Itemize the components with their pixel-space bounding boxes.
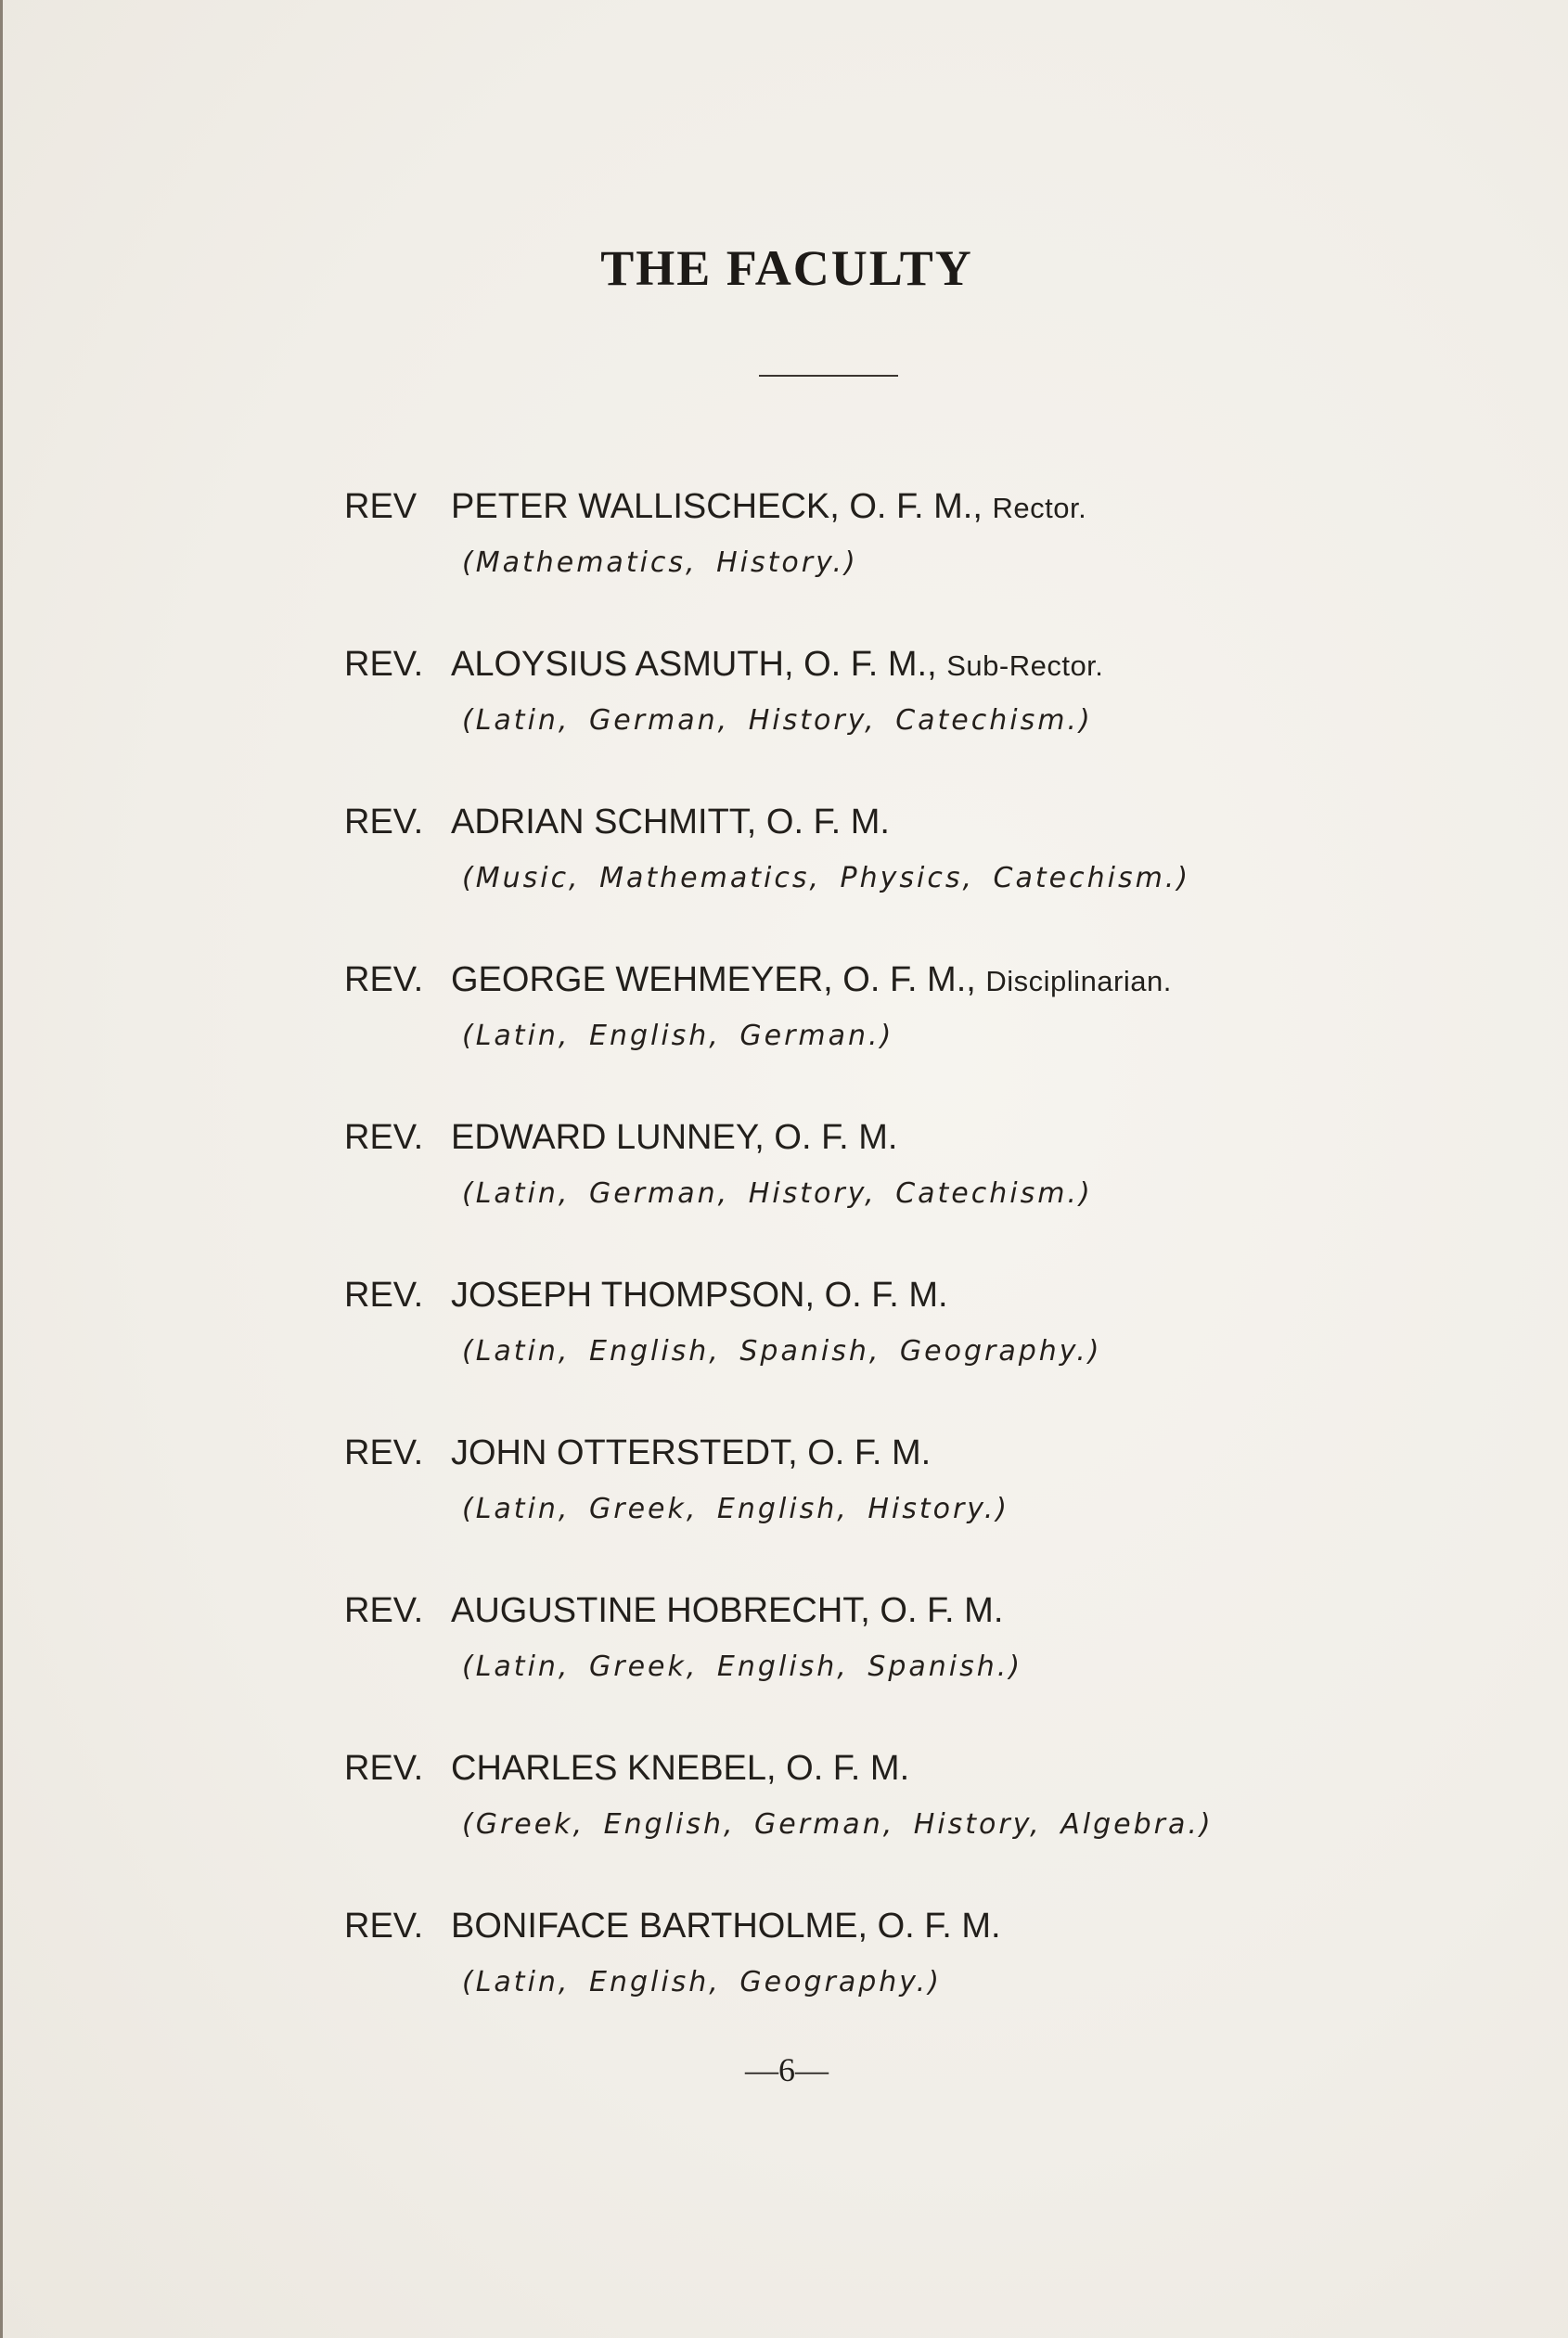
- faculty-subjects: (Latin, Greek, English, Spanish.): [462, 1651, 1023, 1683]
- faculty-name-line: [344, 793, 1458, 853]
- faculty-list: [344, 478, 1458, 2055]
- faculty-entry: [344, 636, 1458, 793]
- faculty-subjects: (Latin, Greek, English, History.): [462, 1493, 1009, 1525]
- faculty-title-prefix: REV.: [344, 1118, 424, 1157]
- faculty-name: CHARLES KNEBEL, O. F. M.: [451, 1749, 910, 1788]
- faculty-title-prefix: REV.: [344, 960, 424, 999]
- faculty-title-prefix: REV.: [344, 1907, 424, 1946]
- faculty-name: AUGUSTINE HOBRECHT, O. F. M.: [451, 1591, 1004, 1630]
- faculty-name-line: [344, 951, 1458, 1010]
- faculty-name: BONIFACE BARTHOLME, O. F. M.: [451, 1907, 1001, 1946]
- faculty-role: Rector.: [992, 492, 1087, 524]
- faculty-entry: [344, 1109, 1458, 1266]
- title-divider: [759, 375, 898, 377]
- faculty-name: JOSEPH THOMPSON, O. F. M.: [451, 1276, 948, 1315]
- faculty-name-line: [344, 1109, 1458, 1168]
- faculty-name-line: [344, 1266, 1458, 1326]
- faculty-title-prefix: REV.: [344, 1276, 424, 1315]
- faculty-title-prefix: REV.: [344, 803, 424, 841]
- page-title: THE FACULTY: [600, 240, 973, 296]
- faculty-name: ALOYSIUS ASMUTH, O. F. M.,: [451, 645, 937, 684]
- faculty-subjects: (Latin, English, Spanish, Geography.): [462, 1335, 1102, 1368]
- faculty-role: Sub-Rector.: [946, 649, 1104, 682]
- faculty-name: ADRIAN SCHMITT, O. F. M.: [451, 803, 890, 841]
- faculty-title-prefix: REV: [344, 487, 418, 526]
- faculty-entry: [344, 1266, 1458, 1424]
- faculty-name-line: [344, 1582, 1458, 1641]
- faculty-name: GEORGE WEHMEYER, O. F. M.,: [451, 960, 976, 999]
- faculty-subjects: (Latin, English, Geography.): [462, 1966, 942, 1998]
- faculty-title-prefix: REV.: [344, 1433, 424, 1472]
- faculty-name-line: [344, 636, 1458, 695]
- faculty-name: JOHN OTTERSTEDT, O. F. M.: [451, 1433, 932, 1472]
- faculty-title-prefix: REV.: [344, 645, 424, 684]
- faculty-subjects: (Mathematics, History.): [462, 546, 858, 579]
- faculty-name-line: [344, 1424, 1458, 1484]
- faculty-entry: [344, 1424, 1458, 1582]
- faculty-title-prefix: REV.: [344, 1749, 424, 1788]
- faculty-subjects: (Greek, English, German, History, Algebra.): [462, 1808, 1214, 1841]
- faculty-name-line: [344, 1740, 1458, 1799]
- faculty-entry: [344, 1897, 1458, 2055]
- faculty-subjects: (Latin, English, German.): [462, 1020, 894, 1052]
- faculty-entry: [344, 478, 1458, 636]
- faculty-name-line: [344, 478, 1458, 537]
- page-number: —6—: [745, 2051, 829, 2088]
- faculty-title-prefix: REV.: [344, 1591, 424, 1630]
- faculty-subjects: (Latin, German, History, Catechism.): [462, 1177, 1093, 1210]
- faculty-subjects: (Latin, German, History, Catechism.): [462, 704, 1093, 737]
- faculty-name-line: [344, 1897, 1458, 1957]
- faculty-entry: [344, 951, 1458, 1109]
- faculty-entry: [344, 793, 1458, 951]
- faculty-name: EDWARD LUNNEY, O. F. M.: [451, 1118, 898, 1157]
- faculty-name: PETER WALLISCHECK, O. F. M.,: [451, 487, 983, 526]
- faculty-subjects: (Music, Mathematics, Physics, Catechism.): [462, 862, 1191, 894]
- faculty-entry: [344, 1582, 1458, 1740]
- faculty-entry: [344, 1740, 1458, 1897]
- faculty-role: Disciplinarian.: [985, 965, 1172, 997]
